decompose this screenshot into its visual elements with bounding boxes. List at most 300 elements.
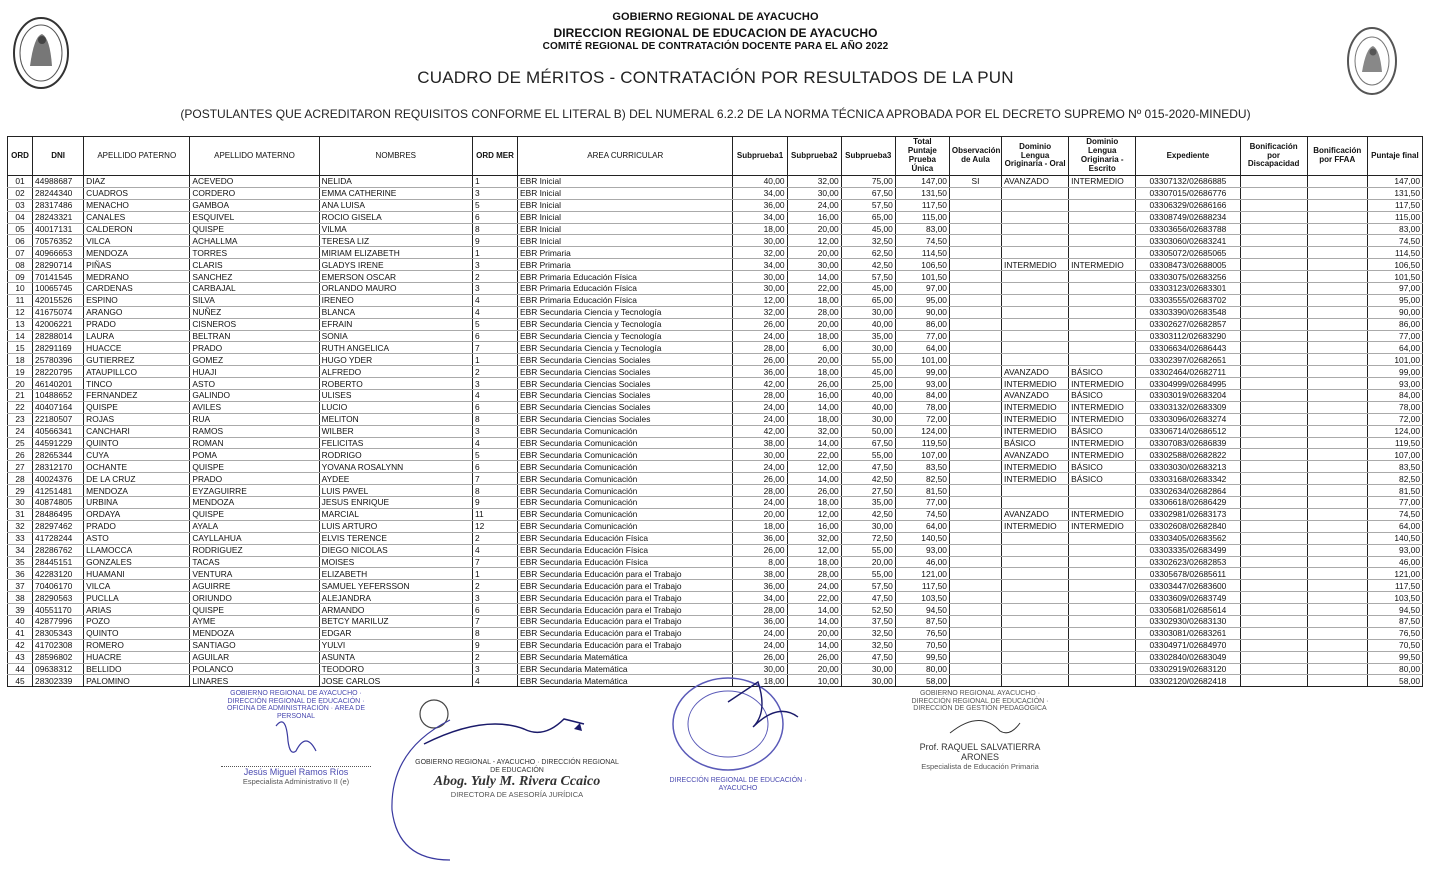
table-cell	[1240, 294, 1307, 306]
table-cell	[1069, 592, 1136, 604]
table-cell: 32,50	[841, 235, 895, 247]
table-cell: 42,00	[733, 378, 787, 390]
table-cell: 2	[472, 366, 517, 378]
table-cell	[1240, 627, 1307, 639]
table-cell	[1307, 342, 1367, 354]
table-cell: POZO	[84, 615, 190, 627]
column-header: Total Puntaje Prueba Única	[895, 137, 949, 176]
table-cell: 99,00	[1367, 366, 1422, 378]
table-cell: 42283120	[33, 568, 84, 580]
table-cell: 11	[472, 508, 517, 520]
table-cell: 18,00	[733, 675, 787, 687]
table-cell: RUA	[190, 413, 319, 425]
table-cell: ROMERO	[84, 639, 190, 651]
table-cell: 115,00	[1367, 211, 1422, 223]
table-cell: 95,00	[895, 294, 949, 306]
table-cell: INTERMEDIO	[1069, 437, 1136, 449]
table-cell: JOSE CARLOS	[319, 675, 472, 687]
table-cell: 131,50	[895, 187, 949, 199]
table-cell: 114,50	[1367, 247, 1422, 259]
table-cell: AVILES	[190, 401, 319, 413]
table-cell: FERNANDEZ	[84, 390, 190, 402]
signatory-name: Abog. Yuly M. Rivera Ccaico	[433, 774, 601, 790]
table-cell: 28,00	[733, 604, 787, 616]
table-cell: 03303609/02683749	[1136, 592, 1240, 604]
table-cell: 10488652	[33, 390, 84, 402]
table-cell: HUAMANI	[84, 568, 190, 580]
table-cell: 38,00	[733, 568, 787, 580]
table-cell: 36,00	[733, 615, 787, 627]
table-cell	[1240, 532, 1307, 544]
table-cell	[1307, 199, 1367, 211]
table-cell: PRADO	[190, 473, 319, 485]
table-cell: 43	[8, 651, 33, 663]
table-cell	[949, 187, 1001, 199]
table-cell: 64,00	[1367, 342, 1422, 354]
table-cell: 6	[472, 461, 517, 473]
table-cell	[1240, 259, 1307, 271]
table-cell	[1307, 449, 1367, 461]
table-cell: EBR Secundaria Matemática	[518, 651, 733, 663]
table-cell: 84,00	[1367, 390, 1422, 402]
table-cell	[1069, 556, 1136, 568]
table-cell: 83,00	[895, 223, 949, 235]
table-cell	[1002, 497, 1069, 509]
table-cell: 76,50	[1367, 627, 1422, 639]
table-cell	[1307, 306, 1367, 318]
table-cell: INTERMEDIO	[1069, 413, 1136, 425]
table-cell: EYZAGUIRRE	[190, 485, 319, 497]
table-cell: ELIZABETH	[319, 568, 472, 580]
table-cell	[1069, 544, 1136, 556]
table-cell: 114,50	[895, 247, 949, 259]
table-cell	[1240, 283, 1307, 295]
table-cell: GUTIERREZ	[84, 354, 190, 366]
table-cell: 57,50	[841, 271, 895, 283]
table-cell: PRADO	[84, 318, 190, 330]
table-row	[8, 211, 1423, 223]
pen-stroke-icon	[380, 710, 460, 870]
table-cell	[1240, 449, 1307, 461]
table-cell: 34,00	[733, 259, 787, 271]
column-header: Subprueba2	[787, 137, 841, 176]
table-cell: EBR Secundaria Matemática	[518, 663, 733, 675]
table-cell: 42	[8, 639, 33, 651]
table-cell: 8	[472, 627, 517, 639]
page-subtitle: (POSTULANTES QUE ACREDITARON REQUISITOS CONFORME EL LITERAL B) DEL NUMERAL 6.2.2 DE LA NORMA TÉCNICA APROBADA POR EL DECRETO SUPREMO Nº 015-2020-MINEDU)	[180, 107, 1251, 121]
table-cell: 87,50	[1367, 615, 1422, 627]
table-cell: 28305343	[33, 627, 84, 639]
column-header: APELLIDO PATERNO	[84, 137, 190, 176]
merit-table	[7, 136, 1423, 687]
table-cell: YOVANA ROSALYNN	[319, 461, 472, 473]
table-cell: 7	[472, 556, 517, 568]
table-cell: 35	[8, 556, 33, 568]
table-cell	[949, 532, 1001, 544]
table-cell: 47,50	[841, 461, 895, 473]
table-cell: 03307132/02686885	[1136, 176, 1240, 188]
table-row	[8, 390, 1423, 402]
table-cell: 97,00	[1367, 283, 1422, 295]
table-cell: 64,00	[895, 520, 949, 532]
table-cell: 117,50	[1367, 580, 1422, 592]
table-cell: 39	[8, 604, 33, 616]
table-cell	[1240, 401, 1307, 413]
table-cell: 30,00	[733, 663, 787, 675]
table-cell: 55,00	[841, 568, 895, 580]
table-cell	[1002, 544, 1069, 556]
table-cell: 34,00	[733, 211, 787, 223]
table-cell: BÁSICO	[1069, 425, 1136, 437]
table-cell: CORDERO	[190, 187, 319, 199]
table-cell: 03303335/02683499	[1136, 544, 1240, 556]
table-cell: CLARIS	[190, 259, 319, 271]
column-header: ORD MER	[472, 137, 517, 176]
table-cell: EBR Secundaria Educación Física	[518, 544, 733, 556]
table-cell: 12	[8, 306, 33, 318]
table-cell: 45,00	[841, 223, 895, 235]
table-cell: ALFREDO	[319, 366, 472, 378]
table-cell: 83,50	[1367, 461, 1422, 473]
table-cell	[1002, 556, 1069, 568]
table-cell: PIÑAS	[84, 259, 190, 271]
table-cell	[949, 497, 1001, 509]
table-cell	[1069, 532, 1136, 544]
table-cell: AVANZADO	[1002, 390, 1069, 402]
table-cell	[1307, 283, 1367, 295]
document-header	[0, 0, 1431, 140]
table-cell: 3	[472, 425, 517, 437]
table-cell: BÁSICO	[1069, 366, 1136, 378]
table-cell: 8,00	[733, 556, 787, 568]
table-cell	[1069, 306, 1136, 318]
table-cell: 28290563	[33, 592, 84, 604]
table-row	[8, 425, 1423, 437]
table-cell	[949, 211, 1001, 223]
table-cell	[1069, 342, 1136, 354]
table-cell	[1002, 354, 1069, 366]
header-line-1: GOBIERNO REGIONAL DE AYACUCHO	[612, 11, 819, 23]
table-cell: 107,00	[1367, 449, 1422, 461]
signatory-name: Jesús Miguel Ramos Ríos	[243, 766, 349, 777]
table-cell: 30,00	[733, 235, 787, 247]
table-cell: EBR Primaria Educación Física	[518, 283, 733, 295]
table-cell: 03308749/02688234	[1136, 211, 1240, 223]
table-cell	[1240, 271, 1307, 283]
table-cell: 6	[472, 330, 517, 342]
table-cell	[1069, 497, 1136, 509]
table-cell: 9	[472, 235, 517, 247]
table-cell: 24,00	[733, 401, 787, 413]
table-cell: AVANZADO	[1002, 366, 1069, 378]
table-cell: 03302919/02683120	[1136, 663, 1240, 675]
table-cell: 3	[472, 663, 517, 675]
table-cell: EBR Secundaria Educación para el Trabajo	[518, 615, 733, 627]
table-cell: 7	[472, 615, 517, 627]
table-cell: 70,50	[895, 639, 949, 651]
table-cell: 72,50	[841, 532, 895, 544]
table-cell: 93,00	[895, 378, 949, 390]
table-cell: 03302608/02682840	[1136, 520, 1240, 532]
table-cell: ESQUIVEL	[190, 211, 319, 223]
table-cell: 24,00	[733, 330, 787, 342]
table-cell: AVANZADO	[1002, 176, 1069, 188]
column-header: Dominio Lengua Originaria - Oral	[1002, 137, 1069, 176]
table-cell: 18,00	[733, 223, 787, 235]
table-cell: EBR Secundaria Educación para el Trabajo	[518, 592, 733, 604]
table-cell: INTERMEDIO	[1002, 401, 1069, 413]
table-row	[8, 556, 1423, 568]
table-cell: 57,50	[841, 580, 895, 592]
table-cell: 1	[472, 176, 517, 188]
table-cell: 10065745	[33, 283, 84, 295]
table-cell: ORDAYA	[84, 508, 190, 520]
table-cell: 30,00	[841, 520, 895, 532]
table-cell: RODRIGO	[319, 449, 472, 461]
table-cell: 36,00	[733, 580, 787, 592]
table-row	[8, 187, 1423, 199]
table-cell: 40874805	[33, 497, 84, 509]
table-cell	[1240, 247, 1307, 259]
table-cell: 44	[8, 663, 33, 675]
table-cell: 106,50	[895, 259, 949, 271]
table-cell	[1002, 485, 1069, 497]
column-header: NOMBRES	[319, 137, 472, 176]
table-cell: EMERSON OSCAR	[319, 271, 472, 283]
table-cell: EBR Secundaria Comunicación	[518, 461, 733, 473]
table-cell: 32,50	[841, 639, 895, 651]
table-cell: 58,00	[1367, 675, 1422, 687]
table-cell	[1240, 580, 1307, 592]
table-cell: LINARES	[190, 675, 319, 687]
table-cell: EBR Inicial	[518, 235, 733, 247]
table-cell	[949, 354, 1001, 366]
table-cell: 03302627/02682857	[1136, 318, 1240, 330]
table-cell: 121,00	[895, 568, 949, 580]
table-cell: TACAS	[190, 556, 319, 568]
column-header: Bonificación por Discapacidad	[1240, 137, 1307, 176]
table-cell	[1002, 627, 1069, 639]
table-cell: 20,00	[787, 663, 841, 675]
table-cell: 28,00	[733, 390, 787, 402]
table-cell: 03303168/02683342	[1136, 473, 1240, 485]
table-row	[8, 497, 1423, 509]
table-cell: 03302634/02682864	[1136, 485, 1240, 497]
table-cell: 18,00	[787, 330, 841, 342]
table-cell: 03306634/02686443	[1136, 342, 1240, 354]
table-row	[8, 199, 1423, 211]
header-line-2: DIRECCION REGIONAL DE EDUCACION DE AYACUCHO	[553, 26, 878, 40]
table-cell	[1240, 378, 1307, 390]
table-cell: 36,00	[733, 199, 787, 211]
table-cell	[949, 401, 1001, 413]
table-cell: 4	[472, 390, 517, 402]
table-cell: 37	[8, 580, 33, 592]
table-cell: 42015526	[33, 294, 84, 306]
table-cell: 03303060/02683241	[1136, 235, 1240, 247]
table-cell: 77,00	[1367, 330, 1422, 342]
table-cell: INTERMEDIO	[1069, 449, 1136, 461]
table-row	[8, 413, 1423, 425]
table-cell: 38	[8, 592, 33, 604]
table-cell	[1069, 604, 1136, 616]
table-cell: 28265344	[33, 449, 84, 461]
table-cell: EBR Secundaria Comunicación	[518, 485, 733, 497]
table-cell: GONZALES	[84, 556, 190, 568]
table-cell	[1307, 437, 1367, 449]
table-cell: 4	[472, 675, 517, 687]
table-cell: INTERMEDIO	[1002, 378, 1069, 390]
table-cell: 6	[472, 604, 517, 616]
table-cell: 10,00	[787, 675, 841, 687]
table-cell: 8	[472, 485, 517, 497]
table-row	[8, 508, 1423, 520]
table-cell: QUINTO	[84, 437, 190, 449]
table-cell: 03307083/02686839	[1136, 437, 1240, 449]
table-cell: AYALA	[190, 520, 319, 532]
column-header: Expediente	[1136, 137, 1240, 176]
table-cell	[1069, 271, 1136, 283]
table-cell	[949, 615, 1001, 627]
table-cell: 31	[8, 508, 33, 520]
table-cell	[1307, 556, 1367, 568]
table-cell: 147,00	[895, 176, 949, 188]
table-cell: EBR Secundaria Ciencia y Tecnología	[518, 318, 733, 330]
table-cell: 46,00	[1367, 556, 1422, 568]
table-cell: 09	[8, 271, 33, 283]
table-cell: CUYA	[84, 449, 190, 461]
table-cell: 03303390/02683548	[1136, 306, 1240, 318]
table-row	[8, 176, 1423, 188]
table-cell: 24,00	[733, 497, 787, 509]
table-cell: 01	[8, 176, 33, 188]
table-cell: ROJAS	[84, 413, 190, 425]
table-cell: 46140201	[33, 378, 84, 390]
signature-stamp: GOBIERNO REGIONAL AYACUCHO · DIRECCIÓN REGIONAL DE EDUCACIÓN · DIRECCIÓN DE GESTIÓN PEDAGÓGICA	[911, 690, 1049, 713]
table-cell	[1240, 223, 1307, 235]
table-cell: 36,00	[733, 366, 787, 378]
table-cell: 45,00	[841, 366, 895, 378]
table-cell: ANA LUISA	[319, 199, 472, 211]
table-cell	[949, 485, 1001, 497]
table-cell: 90,00	[1367, 306, 1422, 318]
table-cell: 26,00	[787, 485, 841, 497]
table-cell: 20,00	[787, 318, 841, 330]
table-cell	[949, 235, 1001, 247]
table-cell: LUIS PAVEL	[319, 485, 472, 497]
table-cell: 28302339	[33, 675, 84, 687]
table-cell: CARBAJAL	[190, 283, 319, 295]
table-cell	[1240, 544, 1307, 556]
table-cell: 38,00	[733, 437, 787, 449]
table-cell: 32	[8, 520, 33, 532]
table-cell	[1069, 187, 1136, 199]
table-cell: 58,00	[895, 675, 949, 687]
table-cell: EBR Secundaria Ciencias Sociales	[518, 354, 733, 366]
table-cell: 05	[8, 223, 33, 235]
table-cell	[949, 627, 1001, 639]
table-cell: EBR Secundaria Ciencias Sociales	[518, 390, 733, 402]
table-cell: EBR Secundaria Educación para el Trabajo	[518, 639, 733, 651]
table-cell: 107,00	[895, 449, 949, 461]
table-cell: 30,00	[841, 342, 895, 354]
table-cell: EBR Secundaria Comunicación	[518, 508, 733, 520]
signature-stamp: GOBIERNO REGIONAL DE AYACUCHO · DIRECCIÓN REGIONAL DE EDUCACIÓN · OFICINA DE ADMINISTRACIÓN · AREA DE PERSONAL	[226, 690, 366, 721]
column-header: Dominio Lengua Originaria - Escrito	[1069, 137, 1136, 176]
table-cell: 76,50	[895, 627, 949, 639]
table-cell: 12,00	[787, 235, 841, 247]
table-cell: ARIAS	[84, 604, 190, 616]
table-cell: CUADROS	[84, 187, 190, 199]
table-cell: 74,50	[1367, 508, 1422, 520]
table-row	[8, 580, 1423, 592]
table-cell: 40,00	[733, 176, 787, 188]
table-cell	[949, 544, 1001, 556]
table-cell	[1307, 497, 1367, 509]
table-cell: 3	[472, 592, 517, 604]
table-cell: 42006221	[33, 318, 84, 330]
table-cell: 07	[8, 247, 33, 259]
table-cell: 28291169	[33, 342, 84, 354]
table-cell	[1069, 568, 1136, 580]
table-cell	[949, 461, 1001, 473]
table-cell: ORLANDO MAURO	[319, 283, 472, 295]
table-cell: EBR Secundaria Ciencias Sociales	[518, 413, 733, 425]
table-cell: BLANCA	[319, 306, 472, 318]
table-cell	[1307, 390, 1367, 402]
table-cell: DIAZ	[84, 176, 190, 188]
table-cell: ASTO	[84, 532, 190, 544]
table-row	[8, 485, 1423, 497]
table-cell: 24,00	[733, 627, 787, 639]
table-cell: EMMA CATHERINE	[319, 187, 472, 199]
table-cell: 117,50	[1367, 199, 1422, 211]
table-cell: 78,00	[1367, 401, 1422, 413]
signature-block-pedagogica	[900, 690, 1060, 771]
table-cell: 41	[8, 627, 33, 639]
column-header: AREA CURRICULAR	[518, 137, 733, 176]
table-cell	[1002, 604, 1069, 616]
table-cell: CANALES	[84, 211, 190, 223]
table-cell: EBR Secundaria Ciencias Sociales	[518, 378, 733, 390]
table-cell: AYME	[190, 615, 319, 627]
table-cell: 106,50	[1367, 259, 1422, 271]
table-cell	[1240, 413, 1307, 425]
table-cell: 03303656/02683788	[1136, 223, 1240, 235]
handwritten-signature-icon	[900, 713, 1060, 737]
table-cell	[949, 199, 1001, 211]
table-cell: 18,00	[787, 366, 841, 378]
table-cell	[1307, 580, 1367, 592]
table-cell: 147,00	[1367, 176, 1422, 188]
table-cell: 42,50	[841, 259, 895, 271]
table-cell: 12,00	[733, 294, 787, 306]
table-cell: GAMBOA	[190, 199, 319, 211]
table-cell: JESUS ENRIQUE	[319, 497, 472, 509]
table-cell: EBR Inicial	[518, 199, 733, 211]
table-cell: QUISPE	[190, 604, 319, 616]
table-cell: QUISPE	[84, 401, 190, 413]
table-cell: 16,00	[787, 211, 841, 223]
table-cell	[1069, 283, 1136, 295]
table-cell: 28	[8, 473, 33, 485]
table-cell	[1069, 211, 1136, 223]
table-cell: INTERMEDIO	[1069, 520, 1136, 532]
table-cell: 30,00	[733, 283, 787, 295]
table-cell	[1307, 485, 1367, 497]
table-cell: MENDOZA	[190, 497, 319, 509]
table-cell: 99,00	[895, 366, 949, 378]
